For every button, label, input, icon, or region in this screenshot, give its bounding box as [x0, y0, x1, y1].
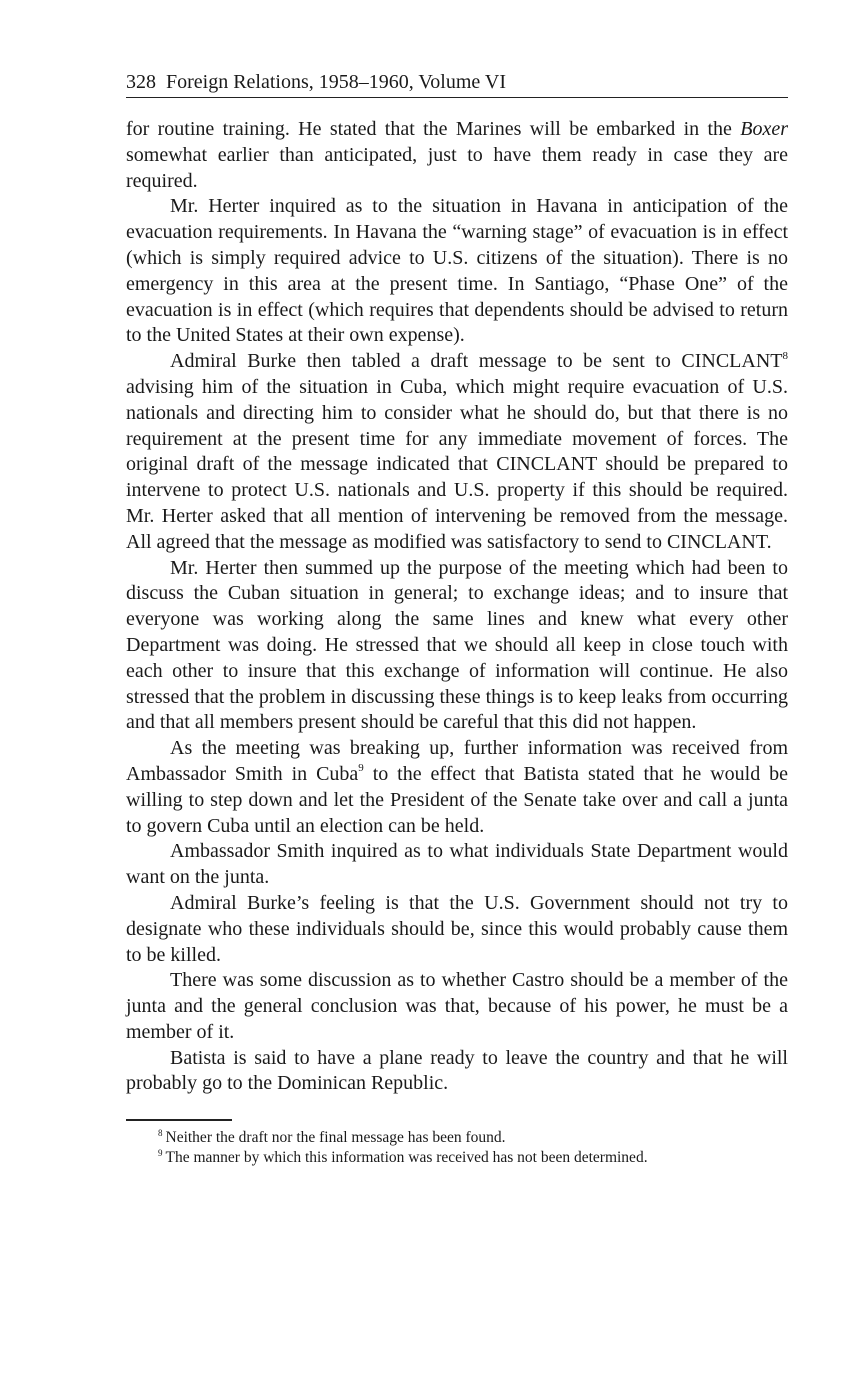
footnote-marker: 9 — [158, 1148, 163, 1159]
publication-title: Foreign Relations, 1958–1960, Volume VI — [166, 71, 506, 93]
ship-name: Boxer — [740, 118, 788, 140]
running-head — [126, 68, 788, 98]
paragraph-1: for routine training. He stated that the Marines will be embarked in the Boxer somewhat earlier than anticipated, just to have them ready in case they are required. — [126, 118, 788, 192]
page-number: 328 — [126, 71, 156, 93]
document-page — [126, 68, 788, 1168]
body-text — [126, 117, 788, 1097]
footnote-marker: 8 — [158, 1128, 163, 1139]
paragraph-3: Admiral Burke then tabled a draft message to be sent to CINCLANT$^8$ advising him of the situation in Cuba, which might require evacuation of U.S. nationals and directing him to consider what he should do, but that there is no requirement at the present time for any immediate movement of forces. The original draft of the message indicated that CINCLANT should be prepared to intervene to protect U.S. nationals and U.S. property if this should be required. Mr. Herter asked that all mention of intervening be removed from the message. All agreed that the message as modified was satisfactory to send to CINCLANT. — [126, 349, 788, 553]
paragraph-9: Batista is said to have a plane ready to leave the country and that he will probably go to the Dominican Republic. — [126, 1046, 788, 1095]
footnote-text: Neither the draft nor the final message has been found. — [165, 1129, 506, 1147]
paragraph-6: Ambassador Smith inquired as to what individuals State Department would want on the junta. — [126, 840, 788, 889]
paragraph-8: There was some discussion as to whether Castro should be a member of the junta and the general conclusion was that, because of his power, he must be a member of it. — [126, 969, 788, 1043]
footnote-9 — [126, 1148, 788, 1168]
footnote-ref-9[interactable]: 9 — [358, 762, 364, 775]
footnotes — [126, 1128, 788, 1168]
paragraph-5: As the meeting was breaking up, further information was received from Ambassador Smith in Cuba$^9$ to the effect that Batista stated that he would be willing to step down and let the President of the Senate take over and call a junta to govern Cuba until an election can be held. — [126, 737, 788, 837]
paragraph-2: Mr. Herter inquired as to the situation in Havana in anticipation of the evacuation requirements. In Havana the “warning stage” of evacuation is in effect (which is simply required advice to U.S. citizens of the situation). There is no emergency in this area at the present time. In Santiago, “Phase One” of the evacuation is in effect (which requires that dependents should be advised to return to the United States at their own expense). — [126, 195, 788, 347]
paragraph-7: Admiral Burke’s feeling is that the U.S. Government should not try to designate who these individuals should be, since this would probably cause them to be killed. — [126, 891, 788, 966]
footnote-8 — [126, 1128, 788, 1148]
footnote-ref-8[interactable]: 8 — [782, 349, 788, 362]
footnote-text: The manner by which this information was received has not been determined. — [165, 1149, 648, 1167]
footnote-divider — [126, 1119, 232, 1121]
paragraph-4: Mr. Herter then summed up the purpose of the meeting which had been to discuss the Cuban situation in general; to exchange ideas; and to insure that everyone was working along the same lines and knew what every other Department was doing. He stressed that we should all keep in close touch with each other to insure that this exchange of information will continue. He also stressed that the problem in discussing these things is to keep leaks from occurring and that all members present should be careful that this did not happen. — [126, 556, 788, 734]
